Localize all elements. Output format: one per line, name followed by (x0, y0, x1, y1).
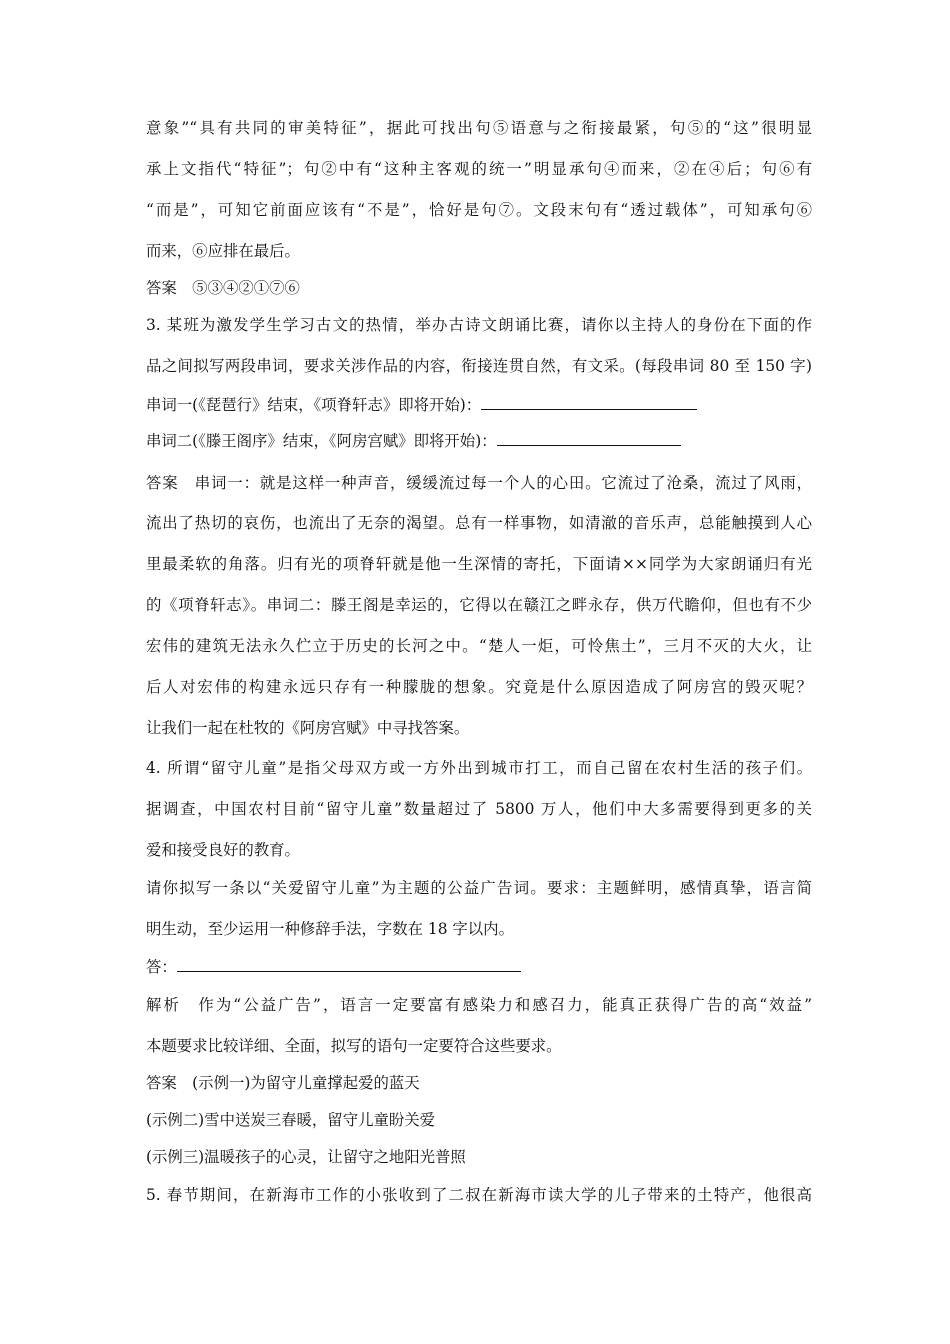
transition-two-prompt (146, 429, 812, 451)
answer-blank[interactable] (497, 429, 681, 446)
text-line: 爱和接受良好的教育。 (146, 841, 300, 859)
text-line: 宏伟的建筑无法永久伫立于历史的长河之中。“楚人一炬，可怜焦土”，三月不灭的大火，让 (146, 637, 812, 655)
text-line: 让我们一起在杜牧的《阿房宫赋》中寻找答案。 (146, 719, 470, 737)
text-line: 明生动，至少运用一种修辞手法，字数在 18 字以内。 (146, 920, 514, 938)
text-line: “而是”，可知它前面应该有“不是”，恰好是句⑦。文段末句有“透过载体”，可知承句⑥ (146, 201, 812, 219)
answer-blank[interactable] (177, 955, 521, 972)
text-line: (示例二)雪中送炭三春暖，留守儿童盼关爱 (146, 1111, 436, 1129)
text-line: 答： (146, 958, 177, 976)
transition-one-prompt (146, 393, 812, 415)
text-line: 品之间拟写两段串词，要求关涉作品的内容，衔接连贯自然，有文采。(每段串词 80 至 150 字) (146, 357, 812, 375)
text-line: 流出了热切的哀伤，也流出了无奈的渴望。总有一样事物，如清澈的音乐声，总能触摸到人心 (146, 514, 812, 532)
text-line: 本题要求比较详细、全面，拟写的语句一定要符合这些要求。 (146, 1037, 562, 1055)
answer-line: 答案 ⑤③④②①⑦⑥ (146, 279, 300, 297)
text-line: 请你拟写一条以“关爱留守儿童”为主题的公益广告词。要求：主题鲜明，感情真挚，语言简 (146, 879, 812, 897)
text-line: 里最柔软的角落。归有光的项脊轩就是他一生深情的寄托，下面请××同学为大家朗诵归有光 (146, 555, 812, 573)
text-line: 而来，⑥应排在最后。 (146, 242, 300, 260)
text-line: 据调查，中国农村目前“留守儿童”数量超过了 5800 万人，他们中大多需要得到更多的关 (146, 800, 812, 818)
answer-line: 答案 (示例一)为留守儿童撑起爱的蓝天 (146, 1074, 420, 1092)
text-line: 意象”“具有共同的审美特征”，据此可找出句⑤语意与之衔接最紧，句⑤的“这”很明显 (146, 119, 812, 137)
analysis-line: 解析 作为“公益广告”，语言一定要富有感染力和感召力，能真正获得广告的高“效益” (146, 996, 812, 1014)
text-line: 串词一(《琵琶行》结束，《项脊轩志》即将开始)： (146, 396, 482, 414)
text-line: 的《项脊轩志》。串词二：滕王阁是幸运的，它得以在赣江之畔永存，供万代瞻仰，但也有不少 (146, 596, 812, 614)
question-4: 4. 所谓“留守儿童”是指父母双方或一方外出到城市打工，而自己留在农村生活的孩子们。 (146, 759, 812, 777)
answer-prompt (146, 955, 812, 977)
text-line: 串词二(《滕王阁序》结束，《阿房宫赋》即将开始)： (146, 432, 497, 450)
question-3: 3. 某班为激发学生学习古文的热情，举办古诗文朗诵比赛，请你以主持人的身份在下面的作 (146, 316, 812, 334)
text-line: 后人对宏伟的构建永远只存有一种朦胧的想象。究竟是什么原因造成了阿房宫的毁灭呢？ (146, 678, 812, 696)
question-5: 5. 春节期间，在新海市工作的小张收到了二叔在新海市读大学的儿子带来的土特产，他很高 (146, 1186, 812, 1204)
answer-line: 答案 串词一：就是这样一种声音，缓缓流过每一个人的心田。它流过了沧桑，流过了风雨， (146, 474, 812, 492)
text-line: (示例三)温暖孩子的心灵，让留守之地阳光普照 (146, 1148, 466, 1166)
text-line: 承上文指代“特征”；句②中有“这种主客观的统一”明显承句④而来，②在④后；句⑥有 (146, 160, 812, 178)
answer-blank[interactable] (481, 393, 697, 410)
